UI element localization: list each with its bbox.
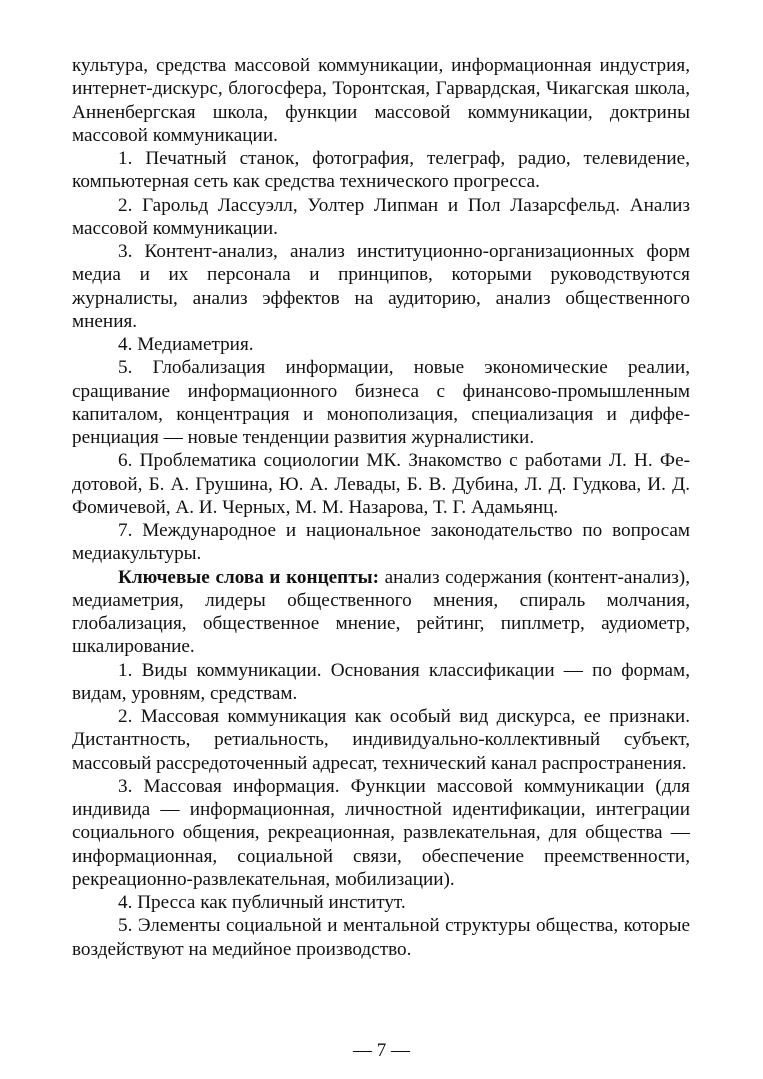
list-item: 2. Гарольд Лассуэлл, Уолтер Липман и Пол Лазарсфельд. Анализ массовой коммуникации. (72, 194, 690, 239)
list-item: 1. Печатный станок, фотография, телеграф, радио, телевидение, компьютерная сеть как средства технического прогресса. (72, 148, 690, 193)
list-item: 1. Виды коммуникации. Основания классификации — по формам, видам, уровням, средствам. (72, 659, 690, 704)
list-item: 4. Медиаметрия. (118, 334, 254, 355)
list-item: 5. Элементы социальной и ментальной структуры общества, которые воздействуют на медийное производство. (72, 915, 690, 960)
list-item: 2. Массовая коммуникация как особый вид дискурса, ее признаки. Дистантность, ретиальность, индивидуально-коллективный субъект, массовый рассредоточенный адресат, технический канал распространения. (72, 706, 690, 774)
page-body (72, 54, 690, 961)
list-item: 3. Контент-анализ, анализ институционно-организационных форм медиа и их персонала и принципов, которыми руководствуются журналисты, анализ эффектов на аудиторию, анализ общественного мнения. (72, 241, 690, 332)
list-item: 3. Массовая информация. Функции массовой коммуникации (для индивида — информационная, личностной идентификации, интеграции социального общения, рекреационная, развлекательная, для общества — информационная, социальной связи, обеспечение преемственности, рекреационно-развлекательная, мобилизации). (72, 775, 690, 890)
paragraph-continuation: культура, средства массовой коммуникации, информационная индустрия, интернет-дискурс, блогосфера, Торонтская, Гарвардская, Чикагская школа, Анненбергская школа, функции массовой коммуникации, доктрины массовой коммуникации. (72, 55, 690, 146)
page-number: — 7 — (353, 1040, 410, 1061)
list-item: 6. Проблематика социологии МК. Знакомство с работами Л. Н. Федотовой, Б. А. Грушина, Ю. А. Левады, Б. В. Дубина, Л. Д. Гудкова, И. Д. Фомичевой, А. И. Черных, М. М. Назарова, Т. Г. Адамьянц. (72, 450, 690, 518)
list-item: 5. Глобализация информации, новые экономические реалии, сращивание информационного бизнеса с финансово-промышленным капиталом, концентрация и монополизация, специализация и дифференциация — новые тенденции развития журналистики. (72, 357, 690, 448)
list-item: 7. Международное и национальное законодательство по вопросам медиакультуры. (72, 520, 690, 565)
keywords-label: Ключевые слова и концепты: (118, 566, 379, 588)
keywords-text: анализ содержания (контент-анализ), медиаметрия, лидеры общественного мнения, спираль молчания, глобализация, общественное мнение, рейтинг, пиплметр, аудиометр, шкалирование. (72, 566, 690, 658)
list-item: 4. Пресса как публичный институт. (118, 892, 406, 913)
keywords-paragraph (72, 566, 690, 659)
